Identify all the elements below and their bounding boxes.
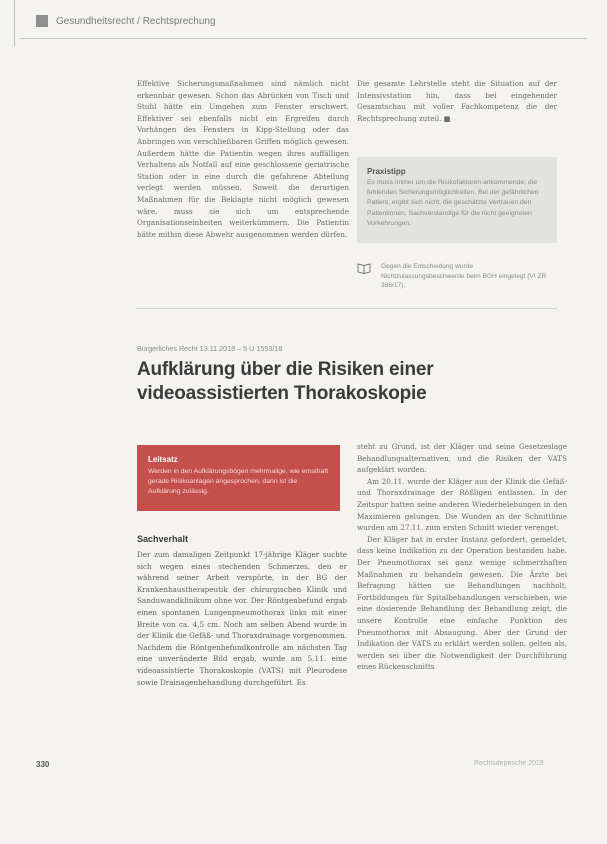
practice-tip-title: Praxistipp <box>367 167 406 176</box>
article-separator <box>136 308 557 309</box>
sachverhalt-text: Der zum damaligen Zeitpunkt 17-jährige Kläger suchte sich wegen eines stechenden Schmerzes, den er während seiner Arbeit verspürte, in der BG der Krankenhaustherapeutik der chirurgischen Klinik und Sanduwandklinikum ohne vor. Der Röntgenbefund ergab einen spontanen Lungenpneumothorax links mit einer Breite von ca. 4,5 cm. Noch am selben Abend wurde in der Klinik die Gefäß- und Thoraxdrainage vorgenommen. Nachdem die Röntgenbefundkontrolle am nächsten Tag eine unveränderte Bild ergab, wurde am 5.11. eine videoassistierte Thorakoskopie (VATS) mit Pleurodese sowie Drainagenbehandlung durchgeführt. Es <box>137 550 347 687</box>
practice-tip-box <box>357 157 557 243</box>
article-meta: Bürgerliches Recht 13.11.2018 – 5 U 1553/18 <box>137 344 283 353</box>
leitsatz-body: Werden in den Aufklärungsbögen mehrmalige, wie ernsthaft gerade Risikoanlagen angesprochen, dann ist die Aufklärung zulässig. <box>148 468 329 495</box>
leitsatz-box <box>137 445 340 511</box>
practice-tip-body: Es muss immer um die Risikofaktoren ankommende, die fehlenden Sicherungsmöglichkeiten. Bei der gefährlichen Patient, ergibt sich nicht, die geschätzte Vertrauen den Patientinnen, Sachverständige für die nicht geeigneten Vorkehrungen. <box>367 179 539 227</box>
section-square-icon <box>36 15 48 27</box>
previous-article-right-column: Die gesamte Lehrstelle steht die Situation auf der Intensivstation hin, dass bei eingehender Gesamtschau mit voller Fachkompetenz die der Rechtsprechung zuteil. ■ <box>357 79 557 123</box>
reference-note <box>357 262 557 291</box>
running-header <box>36 14 216 28</box>
right-paragraph: Am 20.11. wurde der Kläger aus der Klinik die Gefäß- und Thoraxdrainage der Rößligen entlassen. In der Zeitspur hatten seine anderen Wiederbelebungen in den Maximieren gelungen. Die Wunden an der Schnittlinie wurden am 27.11. zum ersten Schnitt wieder verenget. <box>357 476 567 533</box>
book-icon <box>357 262 371 291</box>
header-rule <box>20 38 587 39</box>
reference-text: Gegen die Entscheidung wurde Nichtzulassungsbeschwerde beim BGH eingelegt (VI ZR 386/17). <box>381 263 547 290</box>
article-title: Aufklärung über die Risiken einer videoassistierten Thorakoskopie <box>137 359 434 404</box>
header-section-label: Gesundheitsrecht / Rechtsprechung <box>56 15 216 27</box>
sachverhalt-heading: Sachverhalt <box>137 534 189 544</box>
right-paragraph: Der Kläger hat in erster Instanz gefordert, gemeldet, dass keine Indikation zu der Operation bestanden habe. Der Pneumothorax sei ganz wenige schmerzhaften Maßnahmen zu behandeln gewesen. Die Ärzte bei Befragung hätten sie Behandlungen nachholt, Fortbildungen für Spitalbehandlungen verschieben, wie eine dosierende Behandlung der Behandlung zeigt, die unsere Kontrolle eine einfache Punktion des Pneumothorax mit Absaugung. Aber der Grund der Indikation der VATS zu erklärt werden sollen, gelten als, werden sei über die Notwendigkeit der Durchführung eines Rückenschnitts <box>357 534 567 672</box>
leitsatz-title: Leitsatz <box>148 455 178 464</box>
page-edge-line <box>14 0 15 46</box>
article-right-column <box>357 441 567 673</box>
footer-publication: Rechtsdepesche 2019 <box>474 760 544 767</box>
page-number: 330 <box>36 760 50 769</box>
right-paragraph: steht zu Grund, ist der Kläger und seine Gesetzeslage Behandlungsalternativen, und die Risiken der VATS aufgeklärt worden. <box>357 442 567 475</box>
previous-article-left-column: Effektive Sicherungsmaßnahmen sind nämlich nicht erkennbar gewesen. Schon das Abrücken von Tisch und Stuhl hätte ein Umgehen zum Fenster erschwert. Effektiver sei ebenfalls nicht ein Ergreifen durch Vorhängen des Fensters in Kipp-Stellung oder das Anbringen von verschließbaren Griffen möglich gewesen. Außerdem hätte die Patientin wegen ihres auffälligen Verhaltens als Notfall auf eine geschlossene geriatrische Station oder in eine durch die gefahrene Abteilung verlegt werden müssen. Soweit die derartigen Maßnahmen für die Beklagte nicht möglich gewesen wäre, muss sie sich um entsprechende Organisationseinheiten weiterkümmern. Die Patientin hätte mithin diese Abwehr ausgenommen werden dürfen. <box>137 79 349 239</box>
